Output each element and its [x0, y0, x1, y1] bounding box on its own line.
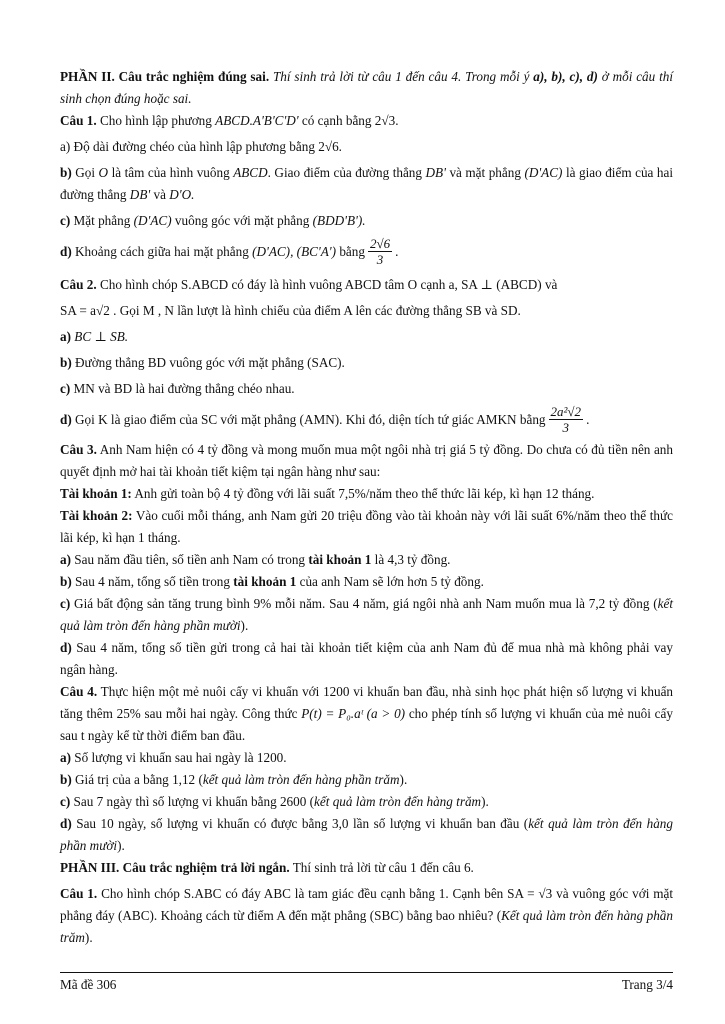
- part2-heading: PHẦN II. Câu trắc nghiệm đúng sai.: [60, 69, 270, 84]
- q3-stem: [60, 439, 673, 483]
- q4-option-c: [60, 791, 673, 813]
- q3-account1-label: Tài khoản 1:: [60, 486, 132, 501]
- q2-stem-text: Cho hình chóp S.ABCD có đáy là hình vuông ABCD tâm O cạnh a, SA ⊥ (ABCD) và: [99, 277, 558, 292]
- q1-d-text2: bằng: [339, 243, 365, 259]
- p3-q1-label: Câu 1.: [60, 886, 98, 901]
- q2-option-b: [60, 352, 673, 374]
- q4-label: Câu 4.: [60, 684, 98, 699]
- q1-b-text4: và mặt phẳng: [449, 165, 521, 180]
- p3-q1: [60, 883, 673, 949]
- q1-b-ABCD: ABCD: [233, 165, 268, 180]
- q2-d-label: d): [60, 411, 72, 427]
- q3-label: Câu 3.: [60, 442, 97, 457]
- q3-option-d: [60, 637, 673, 681]
- q1-d-text1: Khoảng cách giữa hai mặt phẳng: [75, 243, 249, 259]
- q4-stem-text1: Thực hiện một mẻ nuôi cấy vi khuẩn với 1200 vi khuẩn ban đầu, nhà sinh học phát hiện số lượng vi khuẩn tăng thêm 25% sau mỗi hai ngày. Công thức: [60, 684, 674, 721]
- part2-abcd: a), b), c), d): [533, 69, 598, 84]
- q3-a-text2: là 4,3 tỷ đồng.: [374, 552, 451, 567]
- q4-option-b: [60, 769, 673, 791]
- q1-option-d: d) Khoảng cách giữa hai mặt phẳng (D'AC), (BC'A') bằng $\frac{2√6}{3}$ .: [60, 236, 399, 267]
- q1-b-DB: DB': [425, 165, 446, 180]
- q3-option-a: [60, 549, 673, 571]
- q3-account1-text: Anh gửi toàn bộ 4 tỷ đồng với lãi suất 7,5%/năm theo thể thức lãi kép, kì hạn 12 tháng.: [134, 486, 595, 501]
- q1-a-value: 2√6.: [318, 139, 342, 154]
- q1-a-text: a) Độ dài đường chéo của hình lập phương bằng: [60, 139, 315, 154]
- q3-option-b: [60, 571, 673, 593]
- part3-heading: PHẦN III. Câu trắc nghiệm trả lời ngắn.: [60, 860, 290, 875]
- p3-q1-italic: Kết quả làm tròn đến hàng phần trăm: [60, 908, 673, 945]
- q1-b-text3: . Giao điểm của đường thẳng: [267, 165, 422, 180]
- q3-account1: [60, 483, 673, 505]
- q4-a-label: a): [60, 750, 71, 765]
- q4-formula: P(t) = P₀.aᵗ (a > 0): [301, 706, 406, 721]
- q1-stem: Câu 1. Cho hình lập phương ABCD.A'B'C'D' có cạnh bằng 2√3.: [60, 113, 399, 128]
- q1-label: Câu 1.: [60, 113, 97, 128]
- q1-d-fraction: [368, 236, 392, 267]
- q1-c-plane1: (D'AC): [133, 213, 172, 228]
- q4-d-text: Sau 10 ngày, số lượng vi khuẩn có được bằng 3,0 lần số lượng vi khuẩn ban đầu (: [76, 816, 529, 831]
- q1-b-plane: (D'AC): [524, 165, 563, 180]
- q1-stem-text2: có cạnh bằng: [301, 113, 372, 128]
- q1-option-a: [60, 136, 673, 158]
- part2-instruction: Thí sinh trả lời từ câu 1 đến câu 4. Trong mỗi ý: [272, 69, 530, 84]
- q3-c-text: Giá bất động sản tăng trung bình 9% mỗi năm. Sau 4 năm, giá ngôi nhà anh Nam muốn mua là 7,2 tỷ đồng (: [74, 596, 658, 611]
- part2-header: [60, 66, 673, 110]
- q1-d-label: d): [60, 243, 72, 259]
- q2-d-text: Gọi K là giao điểm của SC với mặt phẳng (AMN). Khi đó, diện tích tứ giác AMKN bằng: [75, 411, 546, 427]
- q2-d-denominator: 3: [562, 420, 570, 435]
- q4-d-italic: kết quả làm tròn đến hàng phần mười: [60, 816, 673, 853]
- q1-b-line2a: điểm của hai đường thẳng: [60, 165, 674, 202]
- exam-code: Mã đề 306: [60, 977, 117, 992]
- q3-account2: [60, 505, 673, 549]
- q1-d-plane2: (BC'A'): [296, 243, 337, 259]
- q3-account2-text: Vào cuối mỗi tháng, anh Nam gửi 20 triệu đồng vào tài khoản này với lãi suất 6%/năm theo thể thức lãi kép, kì hạn 1 tháng.: [60, 508, 673, 545]
- part2-instruction-end: ở mỗi câu thí sinh chọn đúng hoặc sai.: [60, 69, 674, 106]
- q2-b-text: Đường thẳng BD vuông góc với mặt phẳng (SAC).: [75, 355, 345, 370]
- part3-header: [60, 857, 673, 879]
- q2-c-label: c): [60, 381, 71, 396]
- q4-b-italic: kết quả làm tròn đến hàng phần trăm: [202, 772, 400, 787]
- q2-a-label: a): [60, 329, 71, 344]
- q4-d-label: d): [60, 816, 72, 831]
- q3-stem-text: Anh Nam hiện có 4 tỷ đồng và mong muốn mua một ngôi nhà trị giá 5 tỷ đồng. Do chưa có đủ tiền nên anh quyết định mở hai tài khoản tiết kiệm tại ngân hàng như sau:: [60, 442, 673, 479]
- q4-stem: [60, 681, 673, 747]
- q4-c-label: c): [60, 794, 71, 809]
- q1-edge: 2√3: [374, 113, 396, 128]
- q1-c-text1: Mặt phẳng: [73, 213, 131, 228]
- page-number: Trang 3/4: [621, 977, 673, 992]
- q3-b-text2: của anh Nam sẽ lớn hơn 5 tỷ đồng.: [299, 574, 484, 589]
- q3-account2-label: Tài khoản 2:: [60, 508, 133, 523]
- q4-d-end: ).: [117, 838, 125, 853]
- q1-c-label: c): [60, 213, 71, 228]
- q3-c-italic: kết quả làm tròn đến hàng phần mười: [60, 596, 674, 633]
- q1-cube: ABCD.A'B'C'D': [215, 113, 299, 128]
- q3-b-text1: Sau 4 năm, tổng số tiền trong: [75, 574, 230, 589]
- q2-label: Câu 2.: [60, 277, 97, 292]
- q1-b-O: O: [98, 165, 109, 180]
- q1-option-c: [60, 210, 673, 232]
- q2-d-fraction: [549, 404, 584, 435]
- q4-b-label: b): [60, 772, 72, 787]
- q4-option-a: [60, 747, 673, 769]
- q4-stem-text2: cho phép tính số lượng vi khuẩn của mẻ nuôi cấy sau t ngày kể từ thời điểm ban đầu.: [60, 706, 673, 743]
- q1-c-plane2: (BDD'B').: [312, 213, 366, 228]
- q4-b-text: Giá trị của a bằng 1,12 (: [75, 772, 203, 787]
- q4-a-text: Số lượng vi khuẩn sau hai ngày là 1200.: [74, 750, 287, 765]
- q1-option-b: [60, 162, 673, 206]
- q1-b-text2: là tâm của hình vuông: [111, 165, 230, 180]
- q1-b-line2c: và: [153, 187, 166, 202]
- q1-b-line2d: D'O.: [169, 187, 195, 202]
- part3-instruction: Thí sinh trả lời từ câu 1 đến câu 6.: [292, 860, 474, 875]
- q4-c-end: ).: [481, 794, 489, 809]
- q4-c-text: Sau 7 ngày thì số lượng vi khuẩn bằng 2600 (: [73, 794, 315, 809]
- q1-d-numerator: 2√6: [369, 236, 391, 251]
- q1-stem-text: Cho hình lập phương: [99, 113, 212, 128]
- q2-d-numerator: 2a²√2: [550, 404, 582, 419]
- q1-b-text1: Gọi: [75, 165, 96, 180]
- q3-d-text: Sau 4 năm, tổng số tiền gửi trong cả hai tài khoản tiết kiệm của anh Nam đủ để mua nhà mà không phải vay ngân hàng.: [60, 640, 674, 677]
- q4-b-end: ).: [399, 772, 408, 787]
- page-footer: [60, 972, 673, 993]
- q3-c-label: c): [60, 596, 71, 611]
- q1-b-label: b): [60, 165, 72, 180]
- q4-c-italic: kết quả làm tròn đến hàng trăm: [314, 794, 482, 809]
- exam-page: [60, 66, 673, 949]
- q2-option-a: [60, 326, 673, 348]
- q3-a-bold: tài khoản 1: [308, 552, 372, 567]
- q4-option-d: [60, 813, 673, 857]
- q3-b-bold: tài khoản 1: [233, 574, 297, 589]
- q3-option-c: [60, 593, 673, 637]
- q3-b-label: b): [60, 574, 72, 589]
- q3-a-label: a): [60, 552, 71, 567]
- q2-a-text: BC ⊥ SB.: [74, 329, 129, 344]
- q1-d-plane1: (D'AC),: [252, 243, 294, 259]
- q1-d-denominator: 3: [376, 252, 384, 267]
- q2-option-d: d) Gọi K là giao điểm của SC với mặt phẳng (AMN). Khi đó, diện tích tứ giác AMKN bằng $\frac{\text{2a²√2}}{3}$ .: [60, 404, 590, 435]
- q3-a-text1: Sau năm đầu tiên, số tiền anh Nam có trong: [74, 552, 306, 567]
- q2-c-text: MN và BD là hai đường thẳng chéo nhau.: [73, 381, 295, 396]
- q2-stem: [60, 274, 673, 296]
- q1-c-text2: vuông góc với mặt phẳng: [174, 213, 310, 228]
- q2-b-label: b): [60, 355, 72, 370]
- q3-c-end: ).: [240, 618, 249, 633]
- q2-option-c: [60, 378, 673, 400]
- p3-q1-end: ).: [84, 930, 93, 945]
- q3-d-label: d): [60, 640, 72, 655]
- q1-b-line2b: DB': [129, 187, 151, 202]
- q1-b-text5: là giao: [565, 165, 602, 180]
- q2-stem-line2: SA = a√2 . Gọi M , N lần lượt là hình chiếu của điểm A lên các đường thẳng SB và SD.: [60, 303, 521, 318]
- p3-q1-text: Cho hình chóp S.ABC có đáy ABC là tam giác đều cạnh bằng 1. Cạnh bên SA = √3 và vuông góc với mặt phẳng đáy (ABC). Khoảng cách từ điểm A đến mặt phẳng (SBC) bằng bao nhiêu? (: [60, 886, 674, 923]
